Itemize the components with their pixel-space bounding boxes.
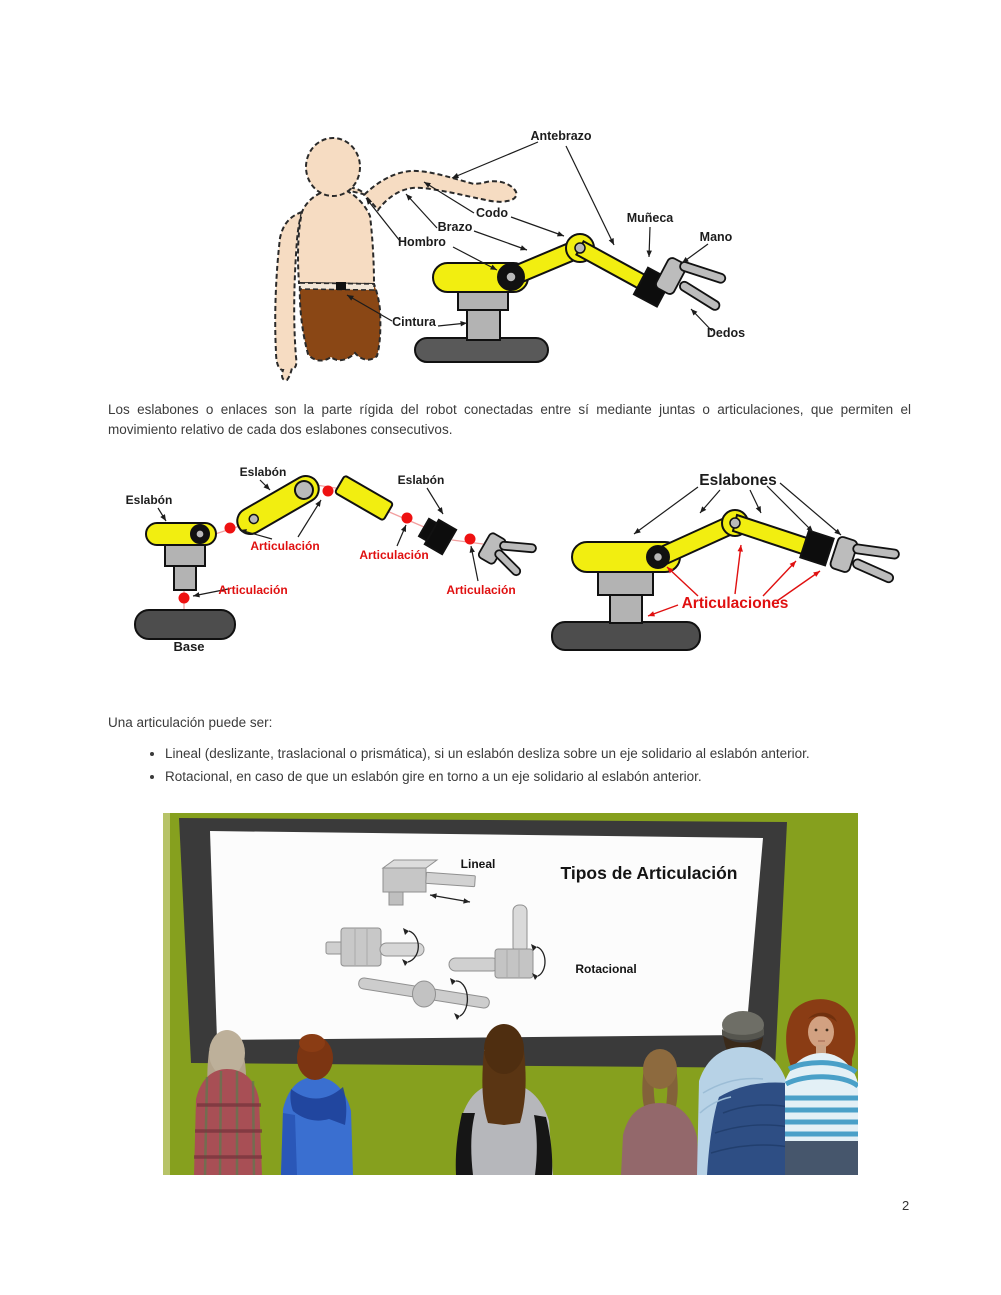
paragraph-intro: Los eslabones o enlaces son la parte rígida del robot conectadas entre sí mediante juntas o articulaciones, que permiten el movimiento relativo de cada dos eslabones consecutivos.: [108, 402, 911, 437]
label-eslabon-2: Eslabón: [239, 465, 287, 479]
label-rotacional: Rotacional: [575, 962, 637, 976]
arrowhead: [160, 514, 166, 521]
arrowhead: [520, 245, 527, 250]
label-mano: Mano: [699, 230, 733, 244]
label-eslabon-1: Eslabón: [125, 493, 173, 507]
label-hombro: Hombro: [398, 235, 446, 249]
robot-arm: [415, 234, 726, 362]
page-number: 2: [902, 1198, 910, 1213]
bullet-lineal: [165, 742, 965, 765]
arrowhead: [193, 592, 200, 597]
label-codo: Codo: [476, 206, 508, 220]
figure-joint-types: [163, 813, 858, 1175]
person-striped-shirt: [785, 999, 858, 1175]
label-articulacion-2: Articulación: [359, 548, 429, 562]
label-articulaciones: Articulaciones: [681, 595, 789, 612]
arrowhead: [813, 571, 820, 577]
articulation-bullet-list: [108, 742, 965, 788]
label-base: Base: [173, 639, 205, 654]
arrowhead: [315, 500, 321, 507]
assembled-robot-arm: [552, 472, 899, 650]
arrowhead: [557, 231, 564, 236]
label-muneca: Muñeca: [626, 211, 674, 225]
label-eslabones: Eslabones: [699, 472, 777, 489]
label-antebrazo: Antebrazo: [530, 129, 592, 143]
label-cintura: Cintura: [392, 315, 436, 329]
bullet-lineal-text: Lineal (deslizante, traslacional o prismática), si un eslabón desliza sobre un eje solidario al eslabón anterior.: [165, 746, 810, 761]
slide-title: Tipos de Articulación: [560, 863, 738, 883]
arrowhead: [634, 528, 641, 534]
robot-base: [415, 338, 548, 362]
paragraph-articulation-intro: Una articulación puede ser:: [108, 715, 273, 730]
label-articulacion-3: Articulación: [218, 583, 288, 597]
label-articulacion-1: Articulación: [250, 539, 320, 553]
arrowhead: [646, 250, 651, 257]
label-brazo: Brazo: [437, 220, 473, 234]
bullet-rotacional: [165, 765, 965, 788]
figure-arm-comparison: [270, 120, 750, 382]
arrowhead: [437, 507, 443, 514]
arrowhead: [648, 611, 655, 616]
bullet-rotacional-text: Rotacional, en caso de que un eslabón gire en torno a un eje solidario al eslabón anterior.: [165, 769, 702, 784]
figure-links-joints: [100, 455, 900, 665]
label-articulacion-4: Articulación: [446, 583, 516, 597]
label-eslabon-3: Eslabón: [397, 473, 445, 487]
label-lineal: Lineal: [460, 857, 496, 871]
label-dedos: Dedos: [706, 326, 746, 340]
presentation-screen: [179, 818, 787, 1068]
exploded-robot-arm: [126, 465, 537, 654]
arrowhead: [470, 546, 475, 553]
